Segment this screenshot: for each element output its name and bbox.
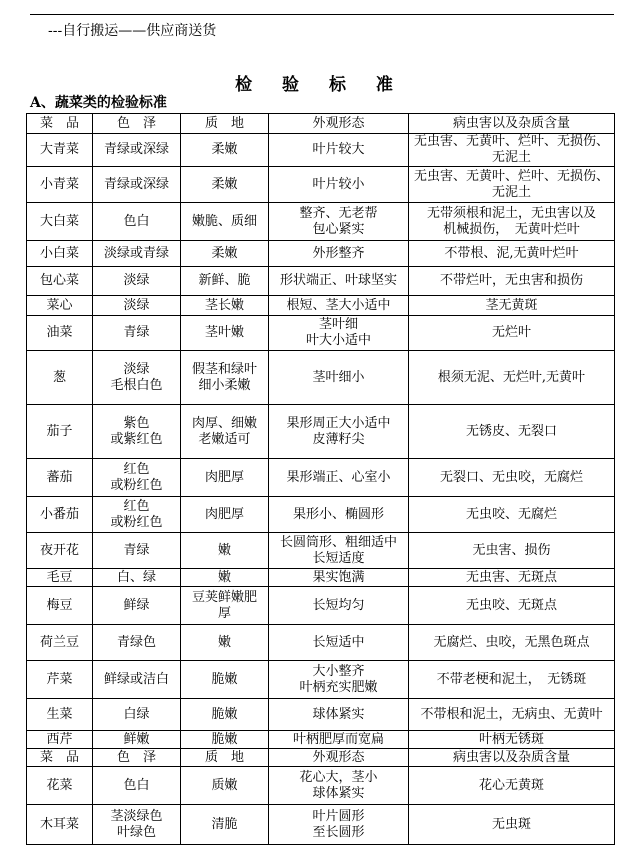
- cell-variety: 小白菜: [27, 241, 93, 267]
- cell-variety: 大白菜: [27, 203, 93, 241]
- table-row: [27, 167, 615, 203]
- cell-texture: 柔嫩: [181, 134, 269, 167]
- cell-pest: 茎无黄斑: [409, 296, 615, 316]
- table-row: [27, 241, 615, 267]
- table-row: [27, 569, 615, 587]
- cell-variety: 大青菜: [27, 134, 93, 167]
- cell-shape: 花心大，茎小 球体紧实: [269, 767, 409, 805]
- cell-variety: 包心菜: [27, 267, 93, 296]
- cell-color: 红色 或粉红色: [93, 459, 181, 497]
- cell-pest: 无虫斑: [409, 805, 615, 845]
- table-row: [27, 351, 615, 405]
- cell-pest: 叶柄无锈斑: [409, 731, 615, 749]
- cell-color: 色白: [93, 767, 181, 805]
- cell-shape: 外观形态: [269, 749, 409, 767]
- cell-texture: 脆嫩: [181, 699, 269, 731]
- section-title: A、蔬菜类的检验标准: [30, 95, 167, 111]
- cell-shape: 球体紧实: [269, 699, 409, 731]
- table-header-row: [27, 114, 615, 134]
- cell-variety: 花菜: [27, 767, 93, 805]
- cell-color: 淡绿 毛根白色: [93, 351, 181, 405]
- cell-color: 红色 或粉红色: [93, 497, 181, 533]
- cell-pest: 无锈皮、无裂口: [409, 405, 615, 459]
- table-row: [27, 134, 615, 167]
- cell-shape: 外形整齐: [269, 241, 409, 267]
- cell-shape: 形状端正、叶球坚实: [269, 267, 409, 296]
- cell-texture: 柔嫩: [181, 241, 269, 267]
- cell-variety: 茄子: [27, 405, 93, 459]
- cell-pest: 无虫害、损伤: [409, 533, 615, 569]
- cell-shape: 根短、茎大小适中: [269, 296, 409, 316]
- top-rule: [30, 14, 614, 15]
- cell-pest: 无虫害、无黄叶、烂叶、无损伤、 无泥土: [409, 167, 615, 203]
- table-row: [27, 749, 615, 767]
- header-shape: 外观形态: [269, 114, 409, 134]
- cell-shape: 茎叶细小: [269, 351, 409, 405]
- cell-pest: 无虫咬、无斑点: [409, 587, 615, 625]
- cell-texture: 质 地: [181, 749, 269, 767]
- cell-shape: 长短均匀: [269, 587, 409, 625]
- cell-color: 淡绿: [93, 267, 181, 296]
- cell-color: 鲜绿: [93, 587, 181, 625]
- cell-shape: 果形周正大小适中 皮薄籽尖: [269, 405, 409, 459]
- cell-variety: 木耳菜: [27, 805, 93, 845]
- table-body: [27, 134, 615, 845]
- cell-texture: 肉肥厚: [181, 459, 269, 497]
- cell-texture: 质嫩: [181, 767, 269, 805]
- cell-shape: 叶片较小: [269, 167, 409, 203]
- cell-color: 鲜绿或洁白: [93, 661, 181, 699]
- cell-pest: 无腐烂、虫咬，无黑色斑点: [409, 625, 615, 661]
- cell-pest: 不带根和泥土，无病虫、无黄叶: [409, 699, 615, 731]
- table-row: [27, 767, 615, 805]
- cell-texture: 嫩: [181, 625, 269, 661]
- cell-pest: 无虫害、无黄叶、烂叶、无损伤、 无泥土: [409, 134, 615, 167]
- cell-texture: 新鲜、脆: [181, 267, 269, 296]
- table-row: [27, 805, 615, 845]
- cell-pest: 无带须根和泥土，无虫害以及 机械损伤， 无黄叶烂叶: [409, 203, 615, 241]
- cell-variety: 生菜: [27, 699, 93, 731]
- table-row: [27, 267, 615, 296]
- table-row: [27, 316, 615, 351]
- cell-variety: 毛豆: [27, 569, 93, 587]
- header-texture: 质 地: [181, 114, 269, 134]
- cell-shape: 果形端正、心室小: [269, 459, 409, 497]
- cell-pest: 不带烂叶，无虫害和损伤: [409, 267, 615, 296]
- cell-texture: 茎长嫩: [181, 296, 269, 316]
- page-title: 检 验 标 准: [235, 75, 405, 95]
- cell-variety: 油菜: [27, 316, 93, 351]
- cell-color: 鲜嫩: [93, 731, 181, 749]
- table-row: [27, 699, 615, 731]
- table-row: [27, 625, 615, 661]
- cell-color: 茎淡绿色 叶绿色: [93, 805, 181, 845]
- cell-pest: 不带根、泥,无黄叶烂叶: [409, 241, 615, 267]
- cell-shape: 叶片圆形 至长圆形: [269, 805, 409, 845]
- cell-color: 青绿色: [93, 625, 181, 661]
- cell-color: 青绿或深绿: [93, 134, 181, 167]
- cell-pest: 根须无泥、无烂叶,无黄叶: [409, 351, 615, 405]
- cell-variety: 蕃茄: [27, 459, 93, 497]
- cell-variety: 夜开花: [27, 533, 93, 569]
- cell-texture: 假茎和绿叶 细小柔嫩: [181, 351, 269, 405]
- cell-texture: 脆嫩: [181, 661, 269, 699]
- cell-color: 色 泽: [93, 749, 181, 767]
- cell-texture: 嫩: [181, 533, 269, 569]
- cell-shape: 大小整齐 叶柄充实肥嫩: [269, 661, 409, 699]
- cell-color: 青绿: [93, 533, 181, 569]
- cell-texture: 茎叶嫩: [181, 316, 269, 351]
- cell-shape: 叶片较大: [269, 134, 409, 167]
- cell-variety: 小番茄: [27, 497, 93, 533]
- table-row: [27, 731, 615, 749]
- cell-color: 紫色 或紫红色: [93, 405, 181, 459]
- cell-texture: 柔嫩: [181, 167, 269, 203]
- cell-pest: 病虫害以及杂质含量: [409, 749, 615, 767]
- cell-pest: 花心无黄斑: [409, 767, 615, 805]
- cell-pest: 无虫害、无斑点: [409, 569, 615, 587]
- delivery-note: ---自行搬运——供应商送货: [48, 23, 217, 39]
- cell-variety: 菜心: [27, 296, 93, 316]
- cell-variety: 荷兰豆: [27, 625, 93, 661]
- header-color: 色 泽: [93, 114, 181, 134]
- table-row: [27, 203, 615, 241]
- table-row: [27, 497, 615, 533]
- cell-texture: 肉厚、细嫩 老嫩适可: [181, 405, 269, 459]
- cell-shape: 果实饱满: [269, 569, 409, 587]
- cell-color: 青绿或深绿: [93, 167, 181, 203]
- cell-variety: 小青菜: [27, 167, 93, 203]
- table-row: [27, 661, 615, 699]
- cell-color: 白、绿: [93, 569, 181, 587]
- cell-shape: 长短适中: [269, 625, 409, 661]
- table-row: [27, 533, 615, 569]
- header-pest: 病虫害以及杂质含量: [409, 114, 615, 134]
- table-row: [27, 459, 615, 497]
- cell-color: 白绿: [93, 699, 181, 731]
- cell-texture: 嫩脆、质细: [181, 203, 269, 241]
- cell-shape: 叶柄肥厚而宽扁: [269, 731, 409, 749]
- cell-color: 淡绿或青绿: [93, 241, 181, 267]
- cell-shape: 长圆筒形、粗细适中 长短适度: [269, 533, 409, 569]
- cell-variety: 梅豆: [27, 587, 93, 625]
- table-row: [27, 587, 615, 625]
- cell-pest: 不带老梗和泥土， 无锈斑: [409, 661, 615, 699]
- cell-shape: 茎叶细 叶大小适中: [269, 316, 409, 351]
- cell-pest: 无裂口、无虫咬，无腐烂: [409, 459, 615, 497]
- cell-texture: 肉肥厚: [181, 497, 269, 533]
- inspection-table: [26, 113, 615, 845]
- cell-variety: 菜 品: [27, 749, 93, 767]
- cell-shape: 果形小、椭圆形: [269, 497, 409, 533]
- table-row: [27, 405, 615, 459]
- cell-texture: 嫩: [181, 569, 269, 587]
- cell-variety: 芹菜: [27, 661, 93, 699]
- cell-variety: 西芹: [27, 731, 93, 749]
- cell-color: 色白: [93, 203, 181, 241]
- table-row: [27, 296, 615, 316]
- header-variety: 菜 品: [27, 114, 93, 134]
- cell-texture: 豆荚鲜嫩肥 厚: [181, 587, 269, 625]
- cell-pest: 无虫咬、无腐烂: [409, 497, 615, 533]
- cell-color: 青绿: [93, 316, 181, 351]
- cell-pest: 无烂叶: [409, 316, 615, 351]
- cell-shape: 整齐、无老帮 包心紧实: [269, 203, 409, 241]
- cell-texture: 清脆: [181, 805, 269, 845]
- cell-texture: 脆嫩: [181, 731, 269, 749]
- cell-color: 淡绿: [93, 296, 181, 316]
- cell-variety: 葱: [27, 351, 93, 405]
